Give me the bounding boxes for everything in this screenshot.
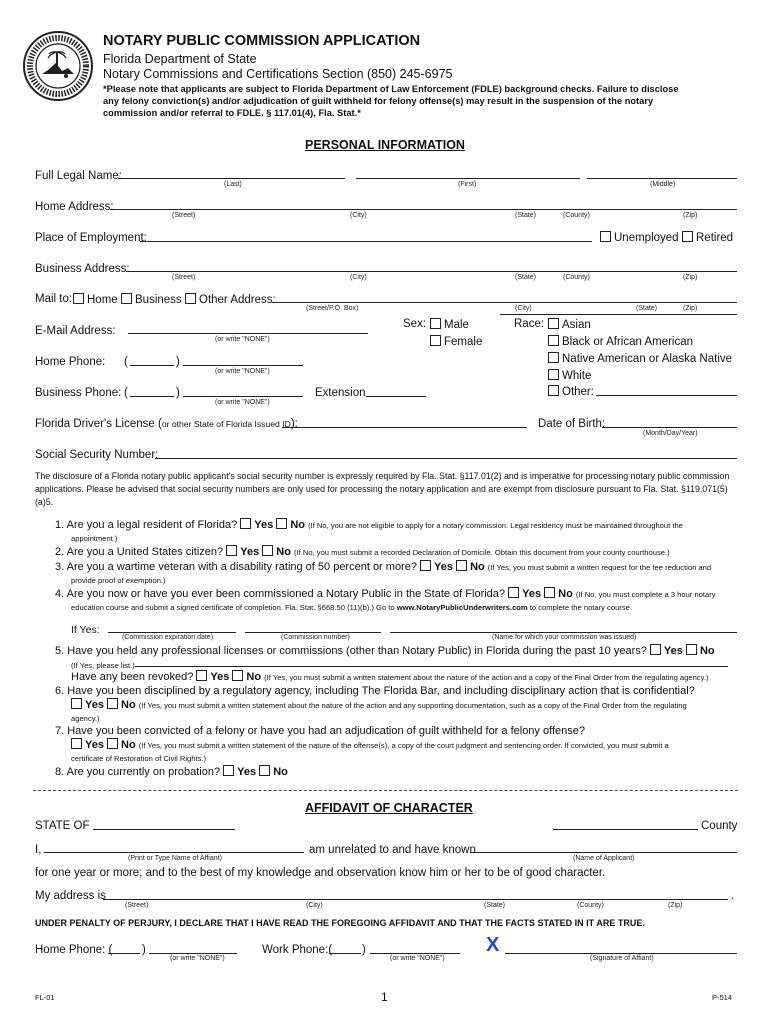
race-other-checkbox[interactable]: Other: (548, 385, 594, 398)
period: . (731, 890, 735, 902)
one-year-text: for one year or more; and to the best of my knowledge and observation know him or her to be of good character. (35, 867, 606, 879)
paren: ) (176, 387, 180, 399)
state-caption: (State) (515, 274, 537, 281)
extension-field[interactable] (366, 396, 426, 397)
q3-no-checkbox[interactable]: No (456, 561, 485, 573)
notary-course-link[interactable]: www.NotaryPublicUnderwriters.com (396, 603, 528, 612)
mail-other-checkbox[interactable]: Other Address: (185, 293, 276, 306)
florida-seal-icon (22, 30, 94, 102)
home-area-code-field[interactable] (130, 365, 174, 366)
commission-expiration-field[interactable] (108, 632, 236, 633)
q1-yes-checkbox[interactable]: Yes (240, 519, 273, 531)
affidavit-heading: AFFIDAVIT OF CHARACTER (305, 801, 473, 815)
employment-field[interactable] (140, 241, 592, 242)
q1-note-cont: appointment.) (71, 534, 118, 543)
personal-info-heading: PERSONAL INFORMATION (305, 138, 465, 152)
city-caption: (City) (515, 305, 532, 312)
i-label: I, (35, 844, 42, 856)
comm-name-caption: (Name for which your commission was issued) (492, 634, 637, 641)
applicant-name-caption: (Name of Applicant) (573, 855, 635, 862)
write-none-caption: (or write "NONE") (215, 368, 270, 375)
zip-caption: (Zip) (683, 274, 698, 281)
q7-answers: Yes No (If Yes, you must submit a written statement of the nature of the offense(s), a copy of the court judgment and sentencing order. If convicted, you must submit a (71, 738, 669, 751)
question-3: 3. Are you a wartime veteran with a disability rating of 50 percent or more? Yes No (If Yes, you must submit a written request for the fee reduction and (55, 561, 712, 573)
commission-number-field[interactable] (245, 632, 381, 633)
email-label: E-Mail Address: (35, 325, 116, 337)
race-asian-checkbox[interactable]: Asian (548, 318, 591, 331)
question-4: 4. Are you now or have you ever been commissioned a Notary Public in the State of Florida? Yes No (If No, you must complete a 3 hour notary (55, 588, 716, 600)
affiant-home-phone-label: Home Phone: ( (35, 944, 113, 956)
county-caption: (County) (577, 902, 604, 909)
city-caption: (City) (350, 212, 367, 219)
last-caption: (Last) (224, 181, 242, 188)
q5-yes-checkbox[interactable]: Yes (650, 645, 683, 657)
paren: ( (124, 356, 128, 368)
affiant-work-area-code[interactable] (329, 953, 361, 954)
q4-no-checkbox[interactable]: No (544, 588, 573, 600)
signature-caption: (Signature of Affiant) (590, 955, 654, 962)
write-none-caption: (or write "NONE") (170, 955, 225, 962)
question-1: 1. Are you a legal resident of Florida? Yes No (If No, you are not eligible to apply for a notary commission. Legal residency must be maintained throughout the (55, 519, 683, 531)
other-address-line2[interactable] (500, 314, 737, 315)
ssn-label: Social Security Number: (35, 449, 159, 461)
other-address-field[interactable] (272, 302, 737, 303)
ssn-disclosure: The disclosure of a Florida notary public applicant's social security number is expressly required by Fla. Stat. §117.01(2) and is imperative for processing notary public commission applications. Please be advised that social security numbers are only used for processing the notary application and are exempt from disclosure pursuant to Fla. Stat. §119.071(5)(a)5. (35, 471, 730, 507)
licenses-list-field[interactable] (135, 666, 728, 667)
unemployed-checkbox[interactable]: Unemployed (600, 231, 679, 244)
city-caption: (City) (350, 274, 367, 281)
write-none-caption: (or write "NONE") (215, 399, 270, 406)
section-phone: Notary Commissions and Certifications Section (850) 245-6975 (103, 67, 453, 81)
print-name-caption: (Print or Type Name of Affiant) (128, 855, 222, 862)
street-caption: (Street) (172, 212, 196, 219)
q7-no-checkbox[interactable]: No (107, 739, 136, 751)
question-2: 2. Are you a United States citizen? Yes No (If No, you must submit a recorded Declaration of Domicile. Obtain this document from your county courthouse.) (55, 546, 670, 558)
mail-business-checkbox[interactable]: Business (121, 293, 182, 306)
perjury-declaration: UNDER PENALTY OF PERJURY, I DECLARE THAT I HAVE READ THE FOREGOING AFFIDAVIT AND THAT THE FACTS STATED IN IT ARE TRUE. (35, 918, 645, 928)
affiant-work-phone-label: Work Phone:( (262, 944, 333, 956)
county-field[interactable] (553, 829, 698, 830)
state-caption: (State) (515, 212, 537, 219)
male-checkbox[interactable]: Male (430, 318, 469, 331)
middle-name-field[interactable] (587, 178, 737, 179)
footer-form-code: FL-01 (35, 993, 55, 1002)
sex-label (403, 318, 426, 330)
q5-list-note: (If Yes, please list.) (71, 661, 135, 670)
paren: ( (124, 387, 128, 399)
dob-format-caption: (Month/Day/Year) (643, 430, 698, 437)
street-po-caption: (Street/P.O. Box) (306, 305, 359, 312)
home-phone-field[interactable] (183, 365, 303, 366)
zip-caption: (Zip) (668, 902, 683, 909)
q2-no-checkbox[interactable]: No (262, 546, 291, 558)
retired-checkbox[interactable]: Retired (682, 231, 733, 244)
last-name-field[interactable] (118, 178, 345, 179)
state-caption: (State) (484, 902, 506, 909)
revoked-no-checkbox[interactable]: No (232, 671, 261, 683)
affiant-home-phone-field[interactable] (149, 953, 237, 954)
q6-note-cont: agency.) (71, 714, 100, 723)
state-of-field[interactable] (93, 829, 235, 830)
county-caption: (County) (563, 274, 590, 281)
page-number: 1 (381, 990, 388, 1004)
paren: ) (362, 944, 366, 956)
affiant-address-field[interactable] (103, 899, 728, 900)
department: Florida Department of State (103, 52, 257, 66)
email-field[interactable] (128, 333, 368, 334)
question-6: 6. Have you been disciplined by a regulatory agency, including The Florida Bar, and including disciplinary action that is confidential? (55, 685, 695, 697)
middle-caption: (Middle) (650, 181, 676, 188)
form-title: NOTARY PUBLIC COMMISSION APPLICATION (103, 33, 421, 49)
q8-no-checkbox[interactable]: No (259, 766, 288, 778)
dob-label: Date of Birth: (538, 418, 606, 430)
unrelated-text: am unrelated to and have known (309, 844, 476, 856)
commission-name-field[interactable] (390, 632, 737, 633)
question-5: 5. Have you held any professional licenses or commissions (other than Notary Public) in Florida during the past 10 years? Yes No (55, 645, 715, 657)
business-phone-label: Business Phone: (35, 387, 122, 399)
applicant-name-field[interactable] (470, 852, 737, 853)
footer-form-number: P-514 (712, 993, 733, 1002)
full-name-label: Full Legal Name: (35, 170, 122, 182)
state-caption: (State) (636, 305, 658, 312)
q2-yes-checkbox[interactable]: Yes (226, 546, 259, 558)
first-name-field[interactable] (356, 178, 580, 179)
ssn-field[interactable] (155, 458, 737, 459)
q4-yes-checkbox[interactable]: Yes (508, 588, 541, 600)
q1-no-checkbox[interactable]: No (276, 519, 305, 531)
affiant-work-phone-field[interactable] (370, 953, 460, 954)
q6-yes-checkbox[interactable]: Yes (71, 699, 104, 711)
q6-no-checkbox[interactable]: No (107, 699, 136, 711)
female-checkbox[interactable]: Female (430, 335, 482, 348)
race-other-field[interactable] (596, 395, 737, 396)
revoked-yes-checkbox[interactable]: Yes (196, 671, 229, 683)
business-phone-field[interactable] (183, 396, 303, 397)
write-none-caption: (or write "NONE") (215, 336, 270, 343)
extension-label: Extension (315, 387, 366, 399)
fdle-notice-line3: commission and/or referral to FDLE. § 117.01(4), Fla. Stat.* (103, 108, 361, 118)
paren: ) (176, 356, 180, 368)
first-caption: (First) (458, 181, 477, 188)
mail-to-label: Mail to: (35, 293, 73, 305)
q6-answers: Yes No (If Yes, you must submit a written statement about the nature of the action and any supporting documentation, such as a copy of the Final Order from the regulating (71, 698, 687, 711)
street-caption: (Street) (125, 902, 149, 909)
business-address-field[interactable] (126, 271, 737, 272)
home-address-field[interactable] (110, 209, 737, 210)
write-none-caption: (or write "NONE") (390, 955, 445, 962)
home-phone-label: Home Phone: (35, 356, 106, 368)
sex-text: Sex: (403, 318, 427, 330)
q8-yes-checkbox[interactable]: Yes (223, 766, 256, 778)
q3-yes-checkbox[interactable]: Yes (420, 561, 453, 573)
business-area-code-field[interactable] (130, 396, 174, 397)
q3-note-cont: provide proof of exemption.) (71, 576, 166, 585)
zip-caption: (Zip) (683, 212, 698, 219)
q4-note-cont: education course and submit a signed certificate of completion. Fla. Stat. §668.50 (11)(b).) Go to www.NotaryPublicUnderwriters.com to complete the notary course. (71, 603, 632, 612)
mail-home-checkbox[interactable]: Home (73, 293, 118, 306)
question-8: 8. Are you currently on probation? Yes No (55, 766, 288, 778)
business-address-label: Business Address: (35, 263, 130, 275)
home-address-label: Home Address: (35, 201, 114, 213)
race-white-checkbox[interactable]: White (548, 369, 591, 382)
employment-label: Place of Employment: (35, 232, 147, 244)
zip-caption: (Zip) (683, 305, 698, 312)
affiant-name-field[interactable] (44, 852, 304, 853)
affiant-signature-field[interactable] (505, 953, 737, 954)
q7-yes-checkbox[interactable]: Yes (71, 739, 104, 751)
fdle-notice-line1: *Please note that applicants are subject to Florida Department of Law Enforcement (FDLE) background checks. Failure to disclose (103, 84, 679, 94)
if-yes-label: If Yes: (71, 624, 100, 636)
race-black-checkbox[interactable]: Black or African American (548, 335, 693, 348)
street-caption: (Street) (172, 274, 196, 281)
comm-num-caption: (Commission number) (281, 634, 350, 641)
county-label: County (701, 820, 738, 832)
dob-field[interactable] (602, 427, 737, 428)
fdle-notice-line2: any felony conviction(s) and/or adjudication of guilt withheld for felony offense(s) may result in the suspension of the notary (103, 96, 654, 106)
paren: ) (142, 944, 146, 956)
question-7: 7. Have you been convicted of a felony or have you had an adjudication of guilt withheld for a felony offense? (55, 725, 585, 737)
license-label: Florida Driver's License (or other State of Florida Issued ID): (35, 418, 298, 430)
county-caption: (County) (563, 212, 590, 219)
exp-date-caption: (Commission expiration date) (122, 634, 214, 641)
q7-note-cont: certificate of Restoration of Civil Rights.) (71, 754, 207, 763)
revoked-question: Have any been revoked? Yes No (If Yes, you must submit a written statement about the nature of the action and a copy of the Final Order from the regulating agency.) (71, 671, 709, 683)
city-caption: (City) (306, 902, 323, 909)
q5-no-checkbox[interactable]: No (686, 645, 715, 657)
my-address-label: My address is (35, 890, 106, 902)
affiant-home-area-code[interactable] (108, 953, 140, 954)
race-label: Race: (514, 318, 545, 330)
state-of-label: STATE OF (35, 820, 90, 832)
license-field[interactable] (282, 427, 527, 428)
race-native-checkbox[interactable]: Native American or Alaska Native (548, 352, 732, 365)
section-divider (33, 790, 738, 791)
signature-mark: X (486, 934, 500, 956)
